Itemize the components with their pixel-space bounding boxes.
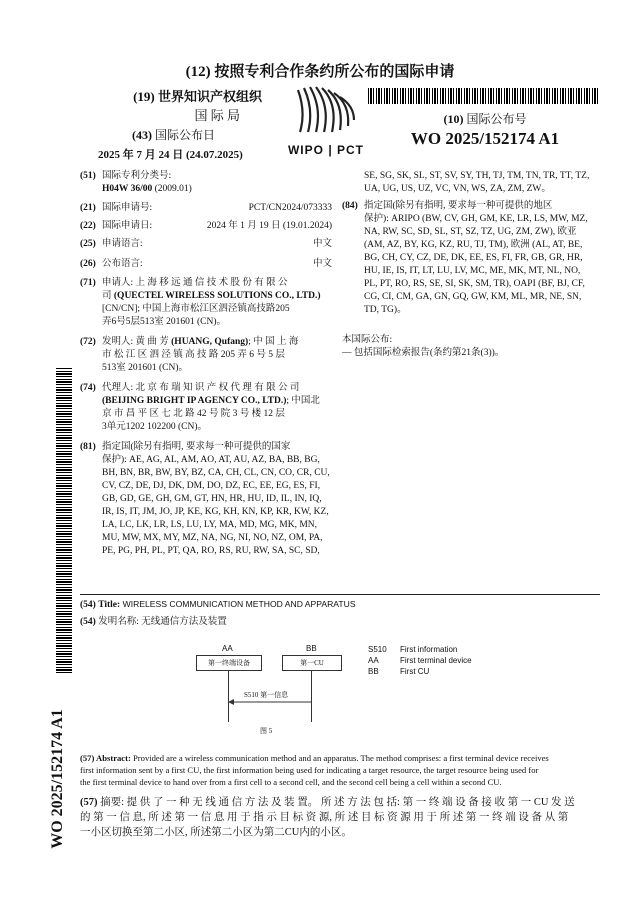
- abstract-en-text: Provided are a wireless communication method and an apparatus. The method comprises: a first terminal device receives: [133, 753, 549, 763]
- field-54-title-cn: (54) 发明名称: 无线通信方法及装置: [80, 617, 227, 627]
- message-arrow-icon: [228, 698, 312, 706]
- regional-states-line: 指定国(除另有指明, 要求每一种可提供的地区: [364, 201, 553, 211]
- legend-value: First information: [400, 645, 458, 654]
- regional-states-line: NA, RW, SC, SD, SL, ST, SZ, TZ, UG, ZM, ZW), 欧亚: [364, 227, 577, 237]
- entity-b-label: BB: [306, 644, 317, 653]
- field-26: (26) 公布语言: 中文: [80, 259, 332, 269]
- side-barcode: [56, 368, 72, 673]
- field-54-title-en: (54) Title: WIRELESS COMMUNICATION METHOD AND APPARATUS: [80, 599, 356, 610]
- legend-entry: [368, 666, 508, 677]
- pubdate-code: (43): [132, 128, 152, 142]
- field-25: (25) 申请语言: 中文: [80, 239, 332, 249]
- abstract-cn-line: 的 第 一 信 息, 所 述 第 一 信 息 用 于 指 示 目 标 资 源, 所 述 目 标 资 源 用 于 所 述 第 一 终 端 设 备 从 第: [80, 812, 569, 823]
- regional-states-line: CG, CI, CM, GA, GN, GQ, GW, KM, ML, MR, NE, SN,: [364, 292, 582, 302]
- legend-key: AA: [368, 656, 379, 665]
- pubno-label: 国际公布号: [466, 112, 527, 126]
- wipo-emblem-icon: [276, 82, 376, 138]
- designated-states-line: 指定国(除另有指明, 要求每一种可提供的国家: [102, 442, 291, 452]
- wipo-org-block: [92, 86, 262, 124]
- designated-states-line: LA, LC, LK, LR, LS, LU, LY, MA, MD, MG, MK, MN,: [102, 520, 318, 530]
- designated-states-line: SE, SG, SK, SL, ST, SV, SY, TH, TJ, TM, TN, TR, TT, TZ,: [364, 171, 590, 181]
- designated-states-line: 保护): AE, AG, AL, AM, AO, AT, AU, AZ, BA, BB, BG,: [102, 455, 320, 465]
- regional-states-line: BG, CH, CY, CZ, DE, DK, EE, ES, FI, FR, GB, GR, HR,: [364, 253, 583, 263]
- pubno-code: (10): [443, 112, 464, 126]
- regional-states-line: (AM, AZ, BY, KG, KZ, RU, TJ, TM), 欧洲 (AL, AT, BE,: [364, 240, 583, 250]
- abstract-en-line: first information sent by a first CU, the first information being used for indicating a target resource, the target resource being used for: [80, 765, 539, 775]
- abstract-cn-line: 一小区切换至第二小区, 所述第二小区为第二CU内的小区。: [80, 827, 352, 838]
- field-72-inventor: (72) 发明人: 黄 曲 芳 (HUANG, Qufang); 中 国 上 海 市 松 江 区 泗 泾 镇 高 技 路 205 弄 6 号 5 层 513室 201601 (CN)。: [80, 337, 299, 373]
- figure-caption: 图 5: [260, 727, 273, 735]
- regional-states-line: TD, TG)。: [364, 305, 407, 315]
- legend-key: S510: [368, 645, 387, 654]
- top-barcode: [368, 88, 600, 104]
- field-57-abstract-cn: [80, 795, 600, 840]
- message-label: S510 第一信息: [244, 691, 289, 699]
- field-22: (22) 国际申请日: 2024 年 1 月 19 日 (19.01.2024): [80, 221, 332, 231]
- abstract-en-code: (57): [80, 753, 96, 763]
- field-81-continued: [364, 170, 600, 196]
- pubdate-block: [98, 126, 268, 162]
- abstract-en-line: [80, 752, 600, 764]
- designated-states-line: CV, CZ, DE, DJ, DK, DM, DO, DZ, EC, EE, EG, ES, FI,: [102, 481, 321, 491]
- abstract-cn-label: 摘要:: [100, 797, 127, 808]
- figure-5: [190, 644, 340, 740]
- org-name: 世界知识产权组织: [157, 89, 262, 104]
- published-with: [342, 334, 600, 360]
- divider: [80, 594, 600, 595]
- designated-states-line: BH, BN, BR, BW, BY, BZ, CA, CH, CL, CN, CO, CR, CU,: [102, 468, 330, 478]
- field-57-abstract-en: [80, 752, 600, 788]
- vertical-pubno: WO 2025/152174 A1: [49, 709, 66, 849]
- field-71-applicant: (71) 申请人: 上 海 移 远 通 信 技 术 股 份 有 限 公 司 (QUECTEL WIRELESS SOLUTIONS CO., LTD.) [CN/CN]; 中国上海市松江区泗泾镇高技路205 弄6号5层513室 201601 (CN)。: [80, 278, 321, 327]
- entity-a-label: AA: [222, 644, 233, 653]
- wipo-logo-text: WIPO | PCT: [287, 143, 365, 157]
- field-21: (21) 国际申请号: PCT/CN2024/073333: [80, 203, 332, 213]
- regional-states-line: PL, PT, RO, RS, SE, SI, SK, SM, TR), OAPI (BF, BJ, CF,: [364, 279, 585, 289]
- field-81-designated-states: (81) 指定国(除另有指明, 要求每一种可提供的国家 保护): AE, AG, AL, AM, AO, AT, AU, AZ, BA, BB, BG, BH, BN, BR, BW, BY, BZ, CA, CH, CL, CN, CO, CR, CU, CV, CZ, DE, DJ, DK, DM, DO, DZ, EC, EE, EG, ES, FI, GB, GD, GE, GH, GM, GT, HN, HR, HU, ID, IL, IN, IQ, IR, IS, IT, JM, JO, JP, KE, KG, KH, KN, KP, KR, KW, KZ, LA, LC, LK, LR, LS, LU, LY, MA, MD, MG, MK, MN, MU, MW, MX, MY, MZ, NA, NG, NI, NO, NZ, OM, PA, PE, PG, PH, PL, PT, QA, RO, RS, RU, RW, SA, SC, SD,: [80, 441, 332, 558]
- designated-states-line: IR, IS, IT, JM, JO, JP, KE, KG, KH, KN, KP, KR, KW, KZ,: [102, 507, 329, 517]
- designated-states-line: MU, MW, MX, MY, MZ, NA, NG, NI, NO, NZ, OM, PA,: [102, 533, 323, 543]
- designated-states-line: UA, UG, US, UZ, VC, VN, WS, ZA, ZM, ZW。: [364, 184, 551, 194]
- published-item: — 包括国际检索报告(条约第21条(3))。: [342, 348, 505, 358]
- wipo-logo: [276, 82, 376, 157]
- pubdate-value: 2025 年 7 月 24 日 (24.07.2025): [98, 149, 243, 161]
- field-74-agent: (74) 代理人: 北 京 布 瑞 知 识 产 权 代 理 有 限 公 司 (BEIJING BRIGHT IP AGENCY CO., LTD.); 中国北 京 市 昌 平 区 七 北 路 42 号 院 3 号 楼 12 层 3单元1202 102200 (CN)。: [80, 383, 320, 432]
- legend-value: First CU: [400, 667, 430, 676]
- pubno-value: WO 2025/152174 A1: [410, 129, 560, 148]
- document-title: (12) 按照专利合作条约所公布的国际申请: [185, 64, 455, 80]
- org-bureau: 国 际 局: [194, 108, 240, 123]
- regional-states-line: HU, IE, IS, IT, LT, LU, LV, MC, ME, MK, MT, NL, NO,: [364, 266, 581, 276]
- designated-states-line: GB, GD, GE, GH, GM, GT, HN, HR, HU, ID, IL, IN, IQ,: [102, 494, 322, 504]
- abstract-cn-line: [80, 795, 600, 810]
- org-code: (19): [133, 89, 155, 104]
- field-51: (51) 国际专利分类号: H04W 36/00 (2009.01): [80, 171, 192, 194]
- field-84-regional: (84) 指定国(除另有指明, 要求每一种可提供的地区 保护): ARIPO (BW, CV, GH, GM, KE, LR, LS, MW, MZ, NA, RW, SC, SD, SL, ST, SZ, TZ, UG, ZM, ZW), 欧亚 (AM, AZ, BY, KG, KZ, RU, TJ, TM), 欧洲 (AL, AT, BE, BG, CH, CY, CZ, DE, DK, EE, ES, FI, FR, GB, GR, HR, HU, IE, IS, IT, LT, LU, LV, MC, ME, MK, MT, NL, NO, PL, PT, RO, RS, SE, SI, SK, SM, TR), OAPI (BF, BJ, CF, CG, CI, CM, GA, GN, GQ, GW, KM, ML, MR, NE, SN, TD, TG)。: [342, 200, 600, 317]
- figure-legend: [368, 644, 508, 677]
- abstract-en-label: Abstract:: [96, 753, 133, 763]
- abstract-cn-text: 提 供 了 一 种 无 线 通 信 方 法 及 装 置。 所 述 方 法 包 括: 第 一 终 端 设 备 接 收 第 一 CU 发 送: [126, 797, 575, 808]
- pubno-block: [380, 110, 590, 149]
- abstract-en-line: the first terminal device to hand over from a first cell to a second cell, and the second cell being a cell within a second CU.: [80, 777, 502, 787]
- abstract-cn-code: (57): [80, 797, 101, 808]
- published-label: 本国际公布:: [342, 335, 393, 345]
- lifeline-b: [311, 670, 312, 722]
- designated-states-line: PE, PG, PH, PL, PT, QA, RO, RS, RU, RW, SA, SC, SD,: [102, 546, 320, 556]
- legend-entry: [368, 644, 508, 655]
- legend-value: First terminal device: [400, 656, 472, 665]
- regional-states-line: 保护): ARIPO (BW, CV, GH, GM, KE, LR, LS, MW, MZ,: [364, 214, 588, 224]
- pubdate-label: 国际公布日: [155, 128, 216, 142]
- legend-key: BB: [368, 667, 379, 676]
- cu-box: 第一CU: [282, 655, 342, 671]
- terminal-device-box: 第一终端设备: [196, 655, 262, 671]
- lifeline-a: [228, 670, 229, 722]
- legend-entry: [368, 655, 508, 666]
